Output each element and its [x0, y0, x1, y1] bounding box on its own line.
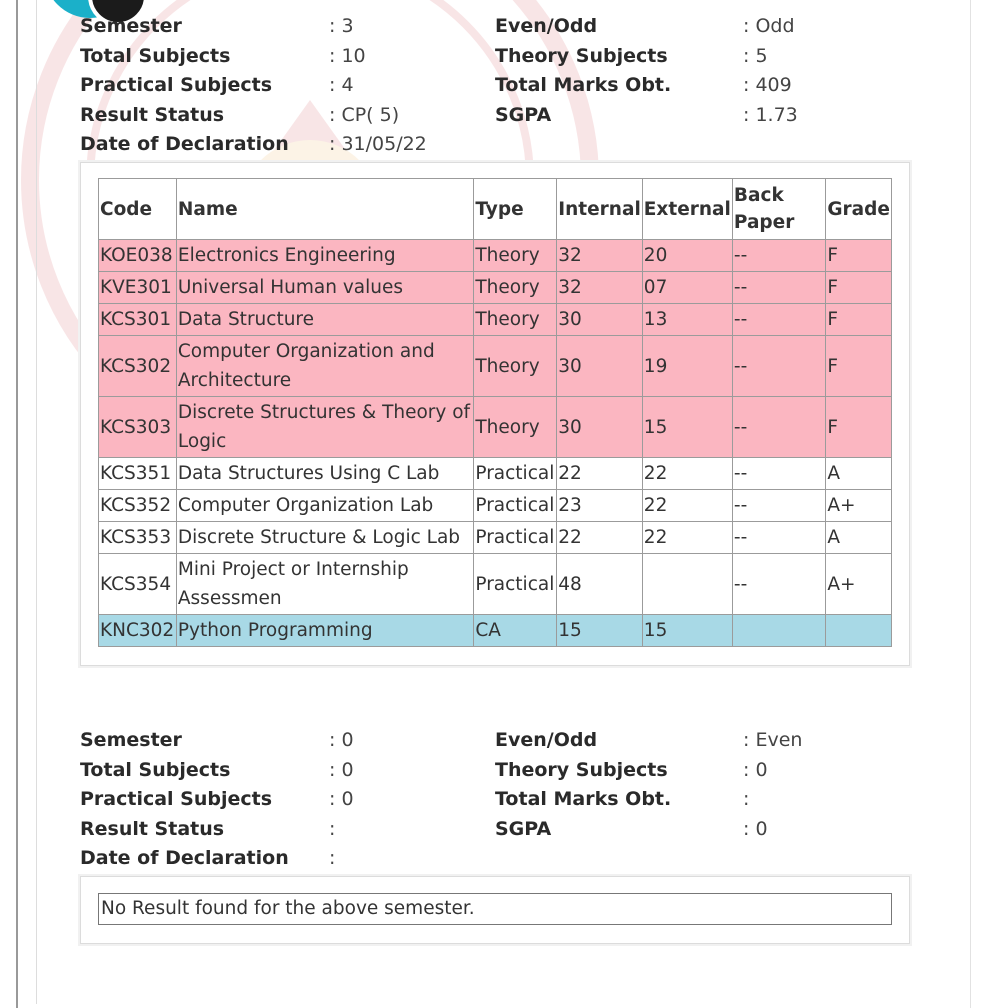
- summary-row: [80, 12, 798, 42]
- cell-code: KCS352: [99, 490, 177, 522]
- cell-grade: A: [826, 522, 892, 554]
- summary-value: : 3: [329, 15, 354, 37]
- cell-external: 15: [642, 397, 732, 458]
- summary-label: Theory Subjects: [495, 758, 668, 781]
- cell-name: Universal Human values: [176, 272, 473, 304]
- col-header-internal: Internal: [557, 179, 643, 240]
- summary-value: : 0: [329, 729, 354, 751]
- cell-code: KCS353: [99, 522, 177, 554]
- cell-external: 07: [642, 272, 732, 304]
- summary-label: Practical Subjects: [80, 74, 273, 97]
- cell-code: KCS301: [99, 304, 177, 336]
- summary-row: [80, 756, 802, 786]
- summary-value: : Even: [743, 729, 803, 751]
- cell-external: 20: [642, 240, 732, 272]
- table-row: [99, 336, 892, 397]
- cell-code: KOE038: [99, 240, 177, 272]
- summary-row: [80, 844, 802, 874]
- summary-row: [80, 42, 798, 72]
- summary-label: Result Status: [80, 817, 225, 840]
- summary-label: Semester: [80, 15, 182, 37]
- summary-label: Even/Odd: [495, 15, 598, 37]
- summary-value: : 31/05/22: [329, 133, 427, 156]
- summary-label: Date of Declaration: [80, 133, 289, 156]
- cell-external: 19: [642, 336, 732, 397]
- cell-internal: 23: [557, 490, 643, 522]
- summary-label: Total Marks Obt.: [495, 788, 672, 811]
- cell-grade: F: [826, 397, 892, 458]
- cell-back-paper: --: [732, 304, 825, 336]
- cell-grade: F: [826, 272, 892, 304]
- cell-grade: A+: [826, 554, 892, 615]
- summary-value: : 0: [743, 758, 768, 781]
- summary-row: [80, 101, 798, 131]
- summary-label: Date of Declaration: [80, 847, 289, 870]
- table-row: [99, 554, 892, 615]
- summary-value: : 0: [743, 817, 768, 840]
- cell-code: KNC302: [99, 615, 177, 647]
- cell-name: Data Structure: [176, 304, 473, 336]
- col-header-type: Type: [474, 179, 557, 240]
- cell-internal: 32: [557, 240, 643, 272]
- cell-external: 13: [642, 304, 732, 336]
- cell-internal: 30: [557, 304, 643, 336]
- summary-label: SGPA: [495, 103, 552, 126]
- cell-internal: 15: [557, 615, 643, 647]
- table-row: [99, 615, 892, 647]
- summary-row: [80, 130, 798, 160]
- table-row: [99, 397, 892, 458]
- cell-external: 22: [642, 522, 732, 554]
- results-table: [98, 178, 892, 647]
- cell-type: Practical: [474, 490, 557, 522]
- summary-label: Result Status: [80, 103, 225, 126]
- summary-row: [80, 815, 802, 845]
- table-row: [99, 490, 892, 522]
- back-paper-line-2: Paper: [733, 212, 795, 233]
- cell-internal: 30: [557, 336, 643, 397]
- cell-name: Electronics Engineering: [176, 240, 473, 272]
- cell-back-paper: --: [732, 490, 825, 522]
- cell-name: Computer Organization Lab: [176, 490, 473, 522]
- col-header-external: External: [642, 179, 732, 240]
- summary-row: [80, 71, 798, 101]
- summary-label: Total Subjects: [80, 758, 231, 781]
- cell-name: Discrete Structure & Logic Lab: [176, 522, 473, 554]
- cell-code: KCS303: [99, 397, 177, 458]
- cell-grade: [826, 615, 892, 647]
- left-margin-line: [36, 0, 37, 1004]
- table-row: [99, 272, 892, 304]
- cell-type: Theory: [474, 336, 557, 397]
- summary-label: Total Subjects: [80, 44, 231, 67]
- summary-value: : 409: [743, 74, 792, 97]
- summary-value: : 5: [743, 44, 768, 67]
- cell-code: KCS351: [99, 458, 177, 490]
- cell-internal: 30: [557, 397, 643, 458]
- cell-external: 15: [642, 615, 732, 647]
- summary-value: : 0: [329, 788, 354, 811]
- cell-grade: A: [826, 458, 892, 490]
- cell-grade: F: [826, 304, 892, 336]
- cell-internal: 32: [557, 272, 643, 304]
- summary-value: : 0: [329, 758, 354, 781]
- table-row: [99, 458, 892, 490]
- cell-code: KCS302: [99, 336, 177, 397]
- cell-back-paper: --: [732, 554, 825, 615]
- table-header-row: [99, 179, 892, 240]
- col-header-name: Name: [176, 179, 473, 240]
- cell-back-paper: [732, 615, 825, 647]
- summary-label: SGPA: [495, 817, 552, 840]
- cell-back-paper: --: [732, 336, 825, 397]
- summary-label: Semester: [80, 729, 182, 751]
- cell-name: Discrete Structures & Theory of Logic: [176, 397, 473, 458]
- summary-value: :: [743, 788, 750, 811]
- col-header-back-paper: [732, 179, 825, 240]
- cell-internal: 22: [557, 522, 643, 554]
- cell-external: 22: [642, 490, 732, 522]
- cell-external: [642, 554, 732, 615]
- cell-external: 22: [642, 458, 732, 490]
- cell-name: Mini Project or Internship Assessmen: [176, 554, 473, 615]
- col-header-grade: Grade: [826, 179, 892, 240]
- summary-label: Even/Odd: [495, 729, 598, 751]
- summary-value: : CP( 5): [329, 103, 400, 126]
- cell-code: KCS354: [99, 554, 177, 615]
- cell-type: Theory: [474, 304, 557, 336]
- summary-label: Practical Subjects: [80, 788, 273, 811]
- table-row: [99, 240, 892, 272]
- cell-name: Python Programming: [176, 615, 473, 647]
- cell-back-paper: --: [732, 522, 825, 554]
- summary-value: : 10: [329, 44, 366, 67]
- table-row: [99, 304, 892, 336]
- summary-label: Theory Subjects: [495, 44, 668, 67]
- cell-back-paper: --: [732, 272, 825, 304]
- summary-value: : Odd: [743, 15, 795, 37]
- summary-label: Total Marks Obt.: [495, 74, 672, 97]
- cell-grade: A+: [826, 490, 892, 522]
- cell-grade: F: [826, 240, 892, 272]
- cell-type: Theory: [474, 397, 557, 458]
- cell-internal: 22: [557, 458, 643, 490]
- table-row: [99, 522, 892, 554]
- cell-back-paper: --: [732, 240, 825, 272]
- cell-code: KVE301: [99, 272, 177, 304]
- semester-summary-2: [80, 726, 802, 874]
- cell-internal: 48: [557, 554, 643, 615]
- cell-back-paper: --: [732, 458, 825, 490]
- cell-type: Practical: [474, 458, 557, 490]
- cell-grade: F: [826, 336, 892, 397]
- cell-back-paper: --: [732, 397, 825, 458]
- summary-row: [80, 785, 802, 815]
- no-result-message: No Result found for the above semester.: [98, 893, 892, 925]
- cell-type: CA: [474, 615, 557, 647]
- summary-value: :: [329, 847, 336, 870]
- summary-row: [80, 726, 802, 756]
- cell-name: Computer Organization and Architecture: [176, 336, 473, 397]
- cell-type: Practical: [474, 554, 557, 615]
- col-header-code: Code: [99, 179, 177, 240]
- cell-type: Practical: [474, 522, 557, 554]
- cell-type: Theory: [474, 272, 557, 304]
- cell-type: Theory: [474, 240, 557, 272]
- semester-summary-1: [80, 12, 798, 160]
- back-paper-line-1: Back: [733, 185, 784, 206]
- cell-name: Data Structures Using C Lab: [176, 458, 473, 490]
- summary-value: : 1.73: [743, 103, 798, 126]
- summary-value: :: [329, 817, 336, 840]
- summary-value: : 4: [329, 74, 354, 97]
